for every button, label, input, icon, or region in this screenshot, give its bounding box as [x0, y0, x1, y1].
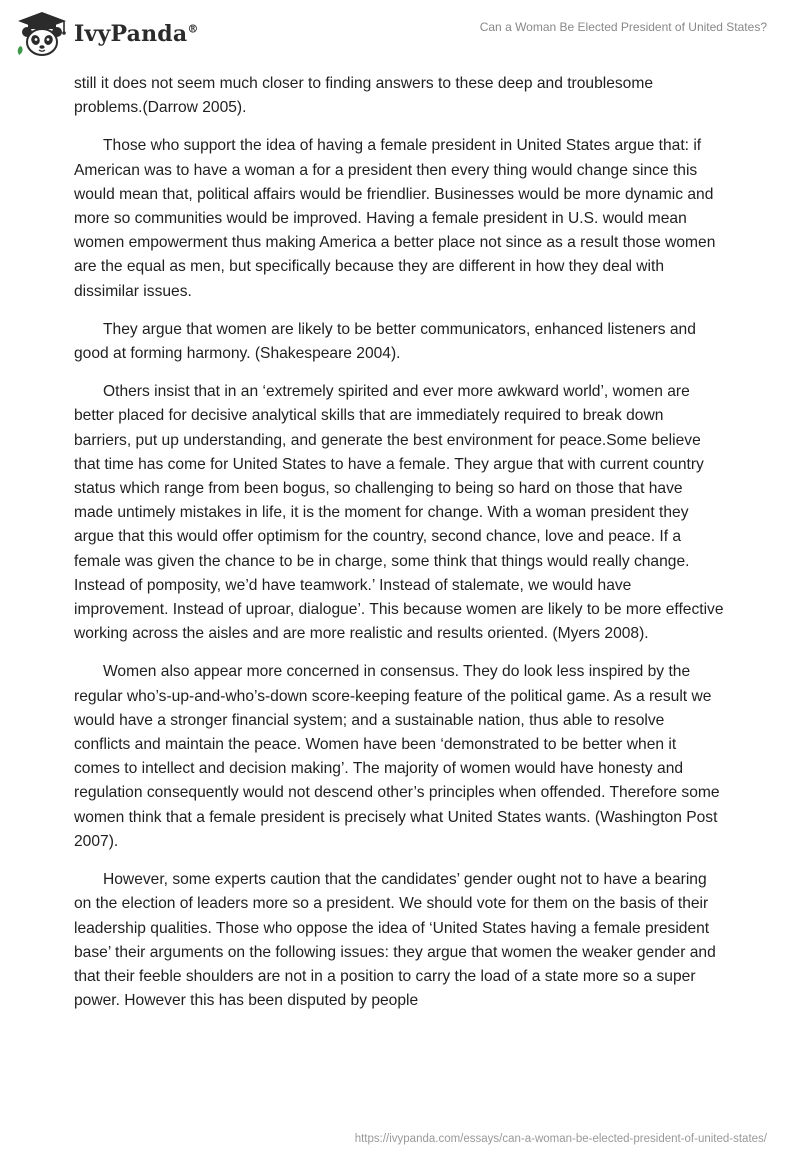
paragraph: Women also appear more concerned in consensus. They do look less inspired by the regular who’s-up-and-who’s-down score-keeping feature of the political game. As a result we would have a stronger financial system; and a sustainable nation, thus able to resolve conflicts and maintain the peace. Women have been ‘demonstrated to be better when it comes to intellect and decision making’. The majority of women would have honesty and regulation consequently would not descend other’s principles when offended. Therefore some women think that a female president is precisely what United States wants. (Washington Post 2007). — [74, 663, 720, 850]
paragraph: However, some experts caution that the candidates’ gender ought not to have a bearing on the election of leaders more so a president. We should vote for them on the basis of their leadership qualities. Those who oppose the idea of ‘United States having a female president base’ their arguments on the following issues: they argue that women the weaker gender and that their feeble shoulders are not in a position to carry the load of a state more so a super power. However this has been disputed by people — [74, 871, 716, 1010]
page-header — [0, 0, 800, 66]
document-title: Can a Woman Be Elected President of United States? — [479, 20, 767, 34]
paragraph: Those who support the idea of having a female president in United States argue that: if American was to have a woman a for a president then every thing would change since this would mean that, political affairs would be friendlier. Businesses would be more dynamic and more so communities would be improved. Having a female president in U.S. would mean women empowerment thus making America a better place not since as a result those women are the equal as men, but specifically because they are different in how they deal with dissimilar issues. — [74, 137, 716, 300]
panda-graduate-icon — [14, 10, 70, 58]
brand-name: IvyPanda® — [74, 21, 199, 47]
brand-logo[interactable] — [14, 10, 199, 58]
essay-body — [74, 72, 724, 1027]
paragraph: Others insist that in an ‘extremely spirited and ever more awkward world’, women are better placed for decisive analytical skills that are immediately required to break down barriers, put up understanding, and generate the best environment for peace.Some believe that time has come for United States to have a female. They argue that with current country status which range from been bogus, so challenging to being so hard on those that have made untimely mistakes in life, it is the moment for change. With a woman president they argue that this would offer optimism for the country, second chance, love and peace. If a female was given the chance to be in charge, some think that things would really change. Instead of pomposity, we’d have teamwork.’ Instead of stalemate, we would have improvement. Instead of uproar, dialogue’. This because women are likely to be more effective working across the aisles and are more realistic and results oriented. (Myers 2008). — [74, 383, 724, 643]
source-url[interactable]: https://ivypanda.com/essays/can-a-woman-be-elected-president-of-united-states/ — [354, 1133, 767, 1145]
paragraph: They argue that women are likely to be better communicators, enhanced listeners and good at forming harmony. (Shakespeare 2004). — [74, 320, 696, 363]
paragraph: still it does not seem much closer to finding answers to these deep and troublesome problems.(Darrow 2005). — [74, 75, 654, 117]
